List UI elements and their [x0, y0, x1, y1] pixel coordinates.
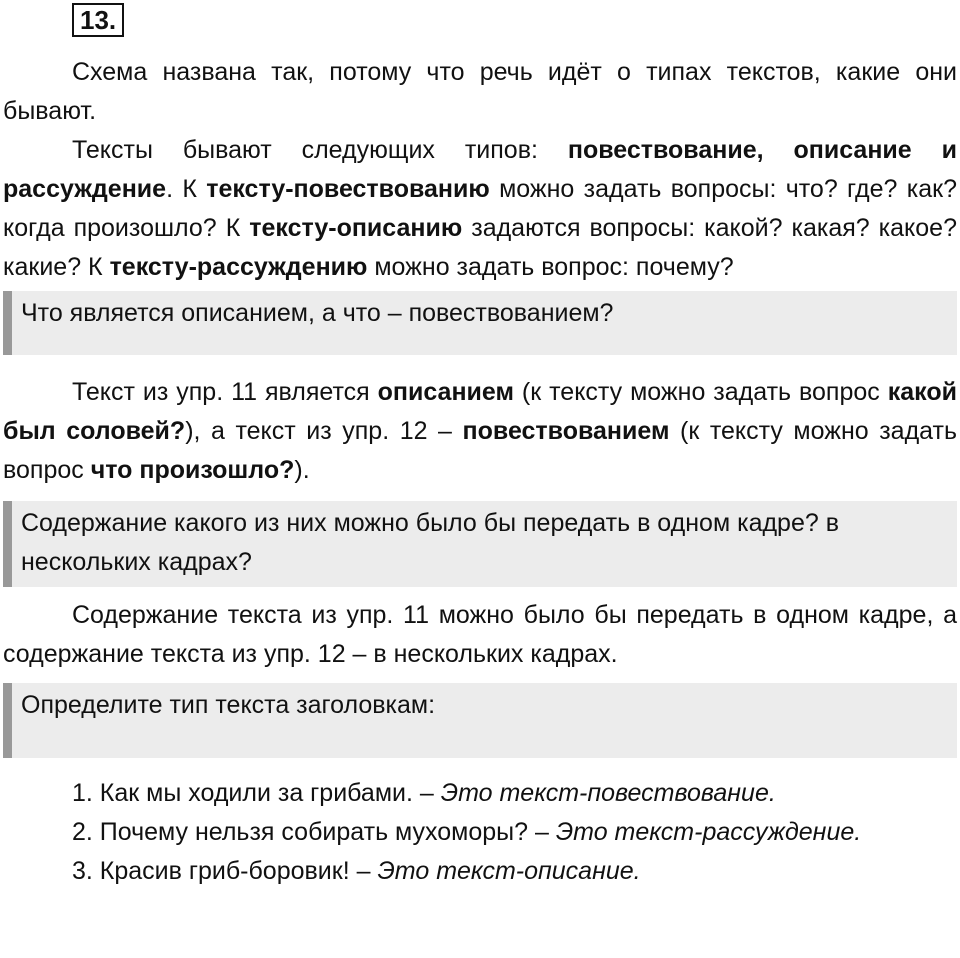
question-block-3: Определите тип текста заголовкам: — [3, 683, 957, 758]
list-item-text: 1. Как мы ходили за грибами. – — [72, 779, 441, 807]
list-item-type: Это текст-повествование. — [440, 779, 776, 807]
list-item — [3, 852, 957, 891]
types-text-4: задаются вопросы: какой? какая? какое? какие? К — [3, 214, 957, 281]
answer1-text-4: (к тексту можно задать вопрос — [3, 417, 957, 484]
types-text-3: можно задать вопросы: что? где? как? когда произошло? К — [3, 175, 957, 242]
answer-paragraph-1 — [3, 373, 957, 490]
answer1-text-2: (к тексту можно задать вопрос — [513, 378, 888, 406]
question-block-2: Содержание какого из них можно было бы передать в одном кадре? в нескольких кадрах? — [3, 501, 957, 587]
answer1-text-5: ). — [294, 456, 310, 484]
types-bold-1: повествование, описание и рассуждение — [3, 136, 957, 203]
intro-paragraph: Схема названа так, потому что речь идёт о типах текстов, какие они бывают. — [3, 58, 957, 125]
answer1-bold-1: описанием — [377, 378, 514, 406]
types-text-1: Тексты бывают следующих типов: — [72, 136, 568, 164]
list-item-type: Это текст-описание. — [377, 857, 641, 885]
answer1-bold-4: что произошло? — [90, 456, 295, 484]
answer1-text-3: ), а текст из упр. 12 – — [185, 417, 463, 445]
types-bold-3: тексту-описанию — [249, 214, 463, 242]
answer-paragraph-2: Содержание текста из упр. 11 можно было бы передать в одном кадре, а содержание текста из упр. 12 – в нескольких кадрах. — [3, 601, 957, 668]
list-item — [3, 774, 957, 813]
question-block-1: Что является описанием, а что – повествованием? — [3, 291, 957, 355]
types-text-5: можно задать вопрос: почему? — [367, 253, 734, 281]
types-text-2: . К — [166, 175, 207, 203]
types-paragraph — [3, 131, 957, 287]
task-number: 13. — [72, 3, 124, 37]
content — [3, 53, 957, 891]
answer1-bold-2: какой был соловей? — [3, 378, 957, 445]
answer1-bold-3: повествованием — [462, 417, 670, 445]
list-item — [3, 813, 957, 852]
list-item-type: Это текст-рассуждение. — [555, 818, 862, 846]
types-bold-4: тексту-рассуждению — [109, 253, 368, 281]
list-item-text: 3. Красив гриб-боровик! – — [72, 857, 378, 885]
answer1-text-1: Текст из упр. 11 является — [72, 378, 378, 406]
types-bold-2: тексту-повествованию — [206, 175, 490, 203]
list-item-text: 2. Почему нельзя собирать мухоморы? – — [72, 818, 556, 846]
